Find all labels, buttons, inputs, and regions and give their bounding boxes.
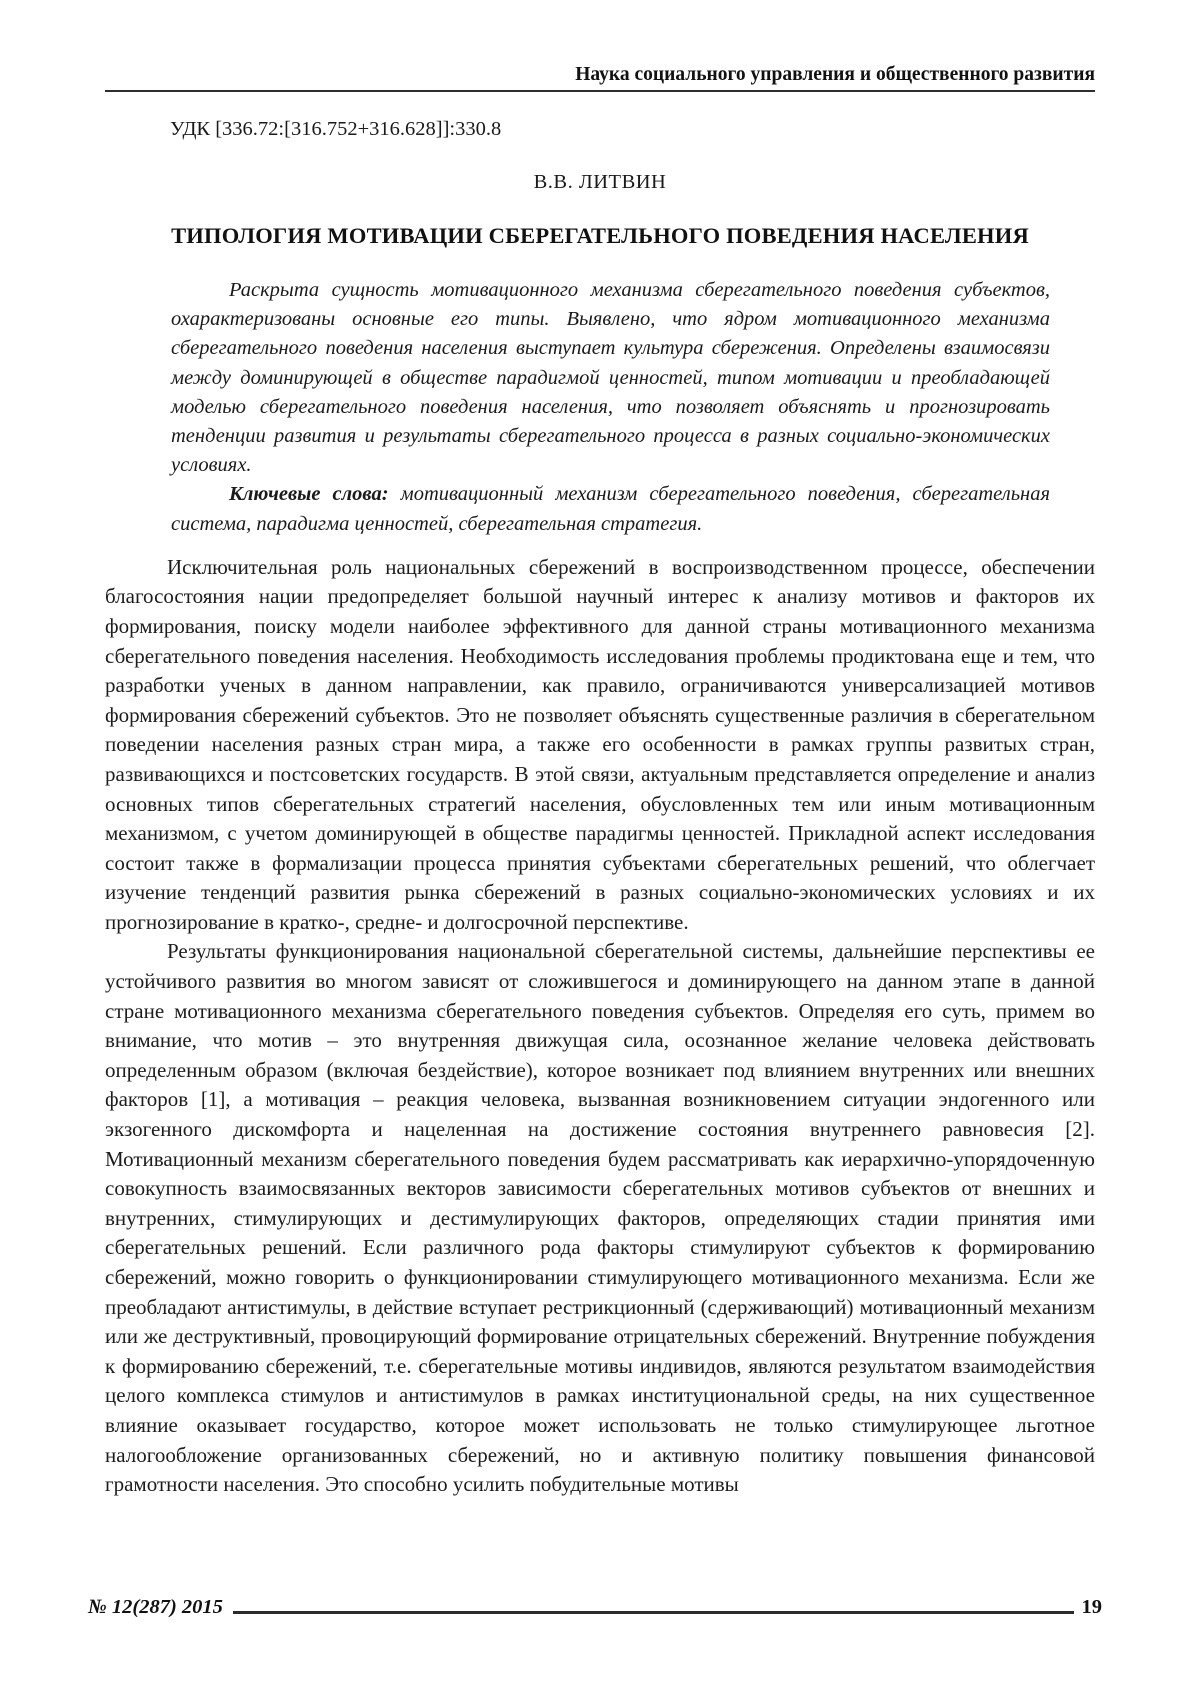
- keywords-label: Ключевые слова:: [229, 483, 389, 506]
- footer-rule: [233, 1611, 1074, 1614]
- keywords-text: мотивационный механизм сберегательного поведения, сберегательная система, парадигма ценностей, сберегательная стратегия.: [171, 483, 1050, 535]
- article-title: ТИПОЛОГИЯ МОТИВАЦИИ СБЕРЕГАТЕЛЬНОГО ПОВЕДЕНИЯ НАСЕЛЕНИЯ: [171, 223, 1029, 248]
- abstract-text: Раскрыта сущность мотивационного механизма сберегательного поведения субъектов, охарактеризованы основные его типы. Выявлено, что ядром мотивационного механизма сберегательного поведения населения выступает культура сбережения. Определены взаимосвязи между доминирующей в обществе парадигмой ценностей, типом мотивации и преобладающей моделью сберегательного поведения населения, что позволяет объяснять и прогнозировать тенденции развития и результаты сберегательного процесса в разных социально-экономических условиях.: [171, 278, 1050, 477]
- journal-title: Наука социального управления и общественного развития: [575, 64, 1095, 85]
- running-header: [105, 64, 1095, 92]
- page-footer: [88, 1596, 1102, 1619]
- keywords-block: [171, 480, 1050, 538]
- udc-code: УДК [336.72:[316.752+316.628]]:330.8: [170, 118, 502, 140]
- issue-label: № 12(287) 2015: [88, 1596, 223, 1618]
- page-number: 19: [1081, 1596, 1102, 1618]
- body-paragraph-2: Результаты функционирования национальной сберегательной системы, дальнейшие перспективы ее устойчивого развития во многом зависят от сложившегося и доминирующего на данном этапе в данной стране мотивационного механизма сберегательного поведения субъектов. Определяя его суть, примем во внимание, что мотив – это внутренняя движущая сила, осознанное желание человека действовать определенным образом (включая бездействие), которое возникает под влиянием внутренних или внешних факторов [1], а мотивация – реакция человека, вызванная возникновением ситуации эндогенного или экзогенного дискомфорта и нацеленная на достижение состояния внутреннего равновесия [2]. Мотивационный механизм сберегательного поведения будем рассматривать как иерархично-упорядоченную совокупность взаимосвязанных векторов зависимости сберегательных мотивов субъектов от внешних и внутренних, стимулирующих и дестимулирующих факторов, определяющих стадии принятия ими сберегательных решений. Если различного рода факторы стимулируют субъектов к формированию сбережений, можно говорить о функционировании стимулирующего мотивационного механизма. Если же преобладают антистимулы, в действие вступает рестрикционный (сдерживающий) мотивационный механизм или же деструктивный, провоцирующий формирование отрицательных сбережений. Внутренние побуждения к формированию сбережений, т.е. сберегательные мотивы индивидов, являются результатом взаимодействия целого комплекса стимулов и антистимулов в рамках институциональной среды, на них существенное влияние оказывает государство, которое может использовать не только стимулирующее льготное налогообложение организованных сбережений, но и активную политику повышения финансовой грамотности населения. Это способно усилить побудительные мотивы: [105, 939, 1095, 1497]
- body-paragraph-1: Исключительная роль национальных сбережений в воспроизводственном процессе, обеспечении благосостояния нации предопределяет большой научный интерес к анализу мотивов и факторов их формирования, поиску модели наиболее эффективного для данной страны мотивационного механизма сберегательного поведения населения. Необходимость исследования проблемы продиктована еще и тем, что разработки ученых в данном направлении, как правило, ограничиваются универсализацией мотивов формирования сбережений субъектов. Это не позволяет объяснять существенные различия в сберегательном поведении населения разных стран мира, а также его особенности в рамках группы развитых стран, развивающихся и постсоветских государств. В этой связи, актуальным представляется определение и анализ основных типов сберегательных стратегий населения, обусловленных тем или иным мотивационным механизмом, с учетом доминирующей в обществе парадигмы ценностей. Прикладной аспект исследования состоит также в формализации процесса принятия субъектами сберегательных решений, что облегчает изучение тенденций развития рынка сбережений в разных социально-экономических условиях и их прогнозирование в кратко-, средне- и долгосрочной перспективе.: [105, 554, 1095, 934]
- author-name: В.В. ЛИТВИН: [533, 171, 667, 193]
- abstract-block: [171, 276, 1050, 480]
